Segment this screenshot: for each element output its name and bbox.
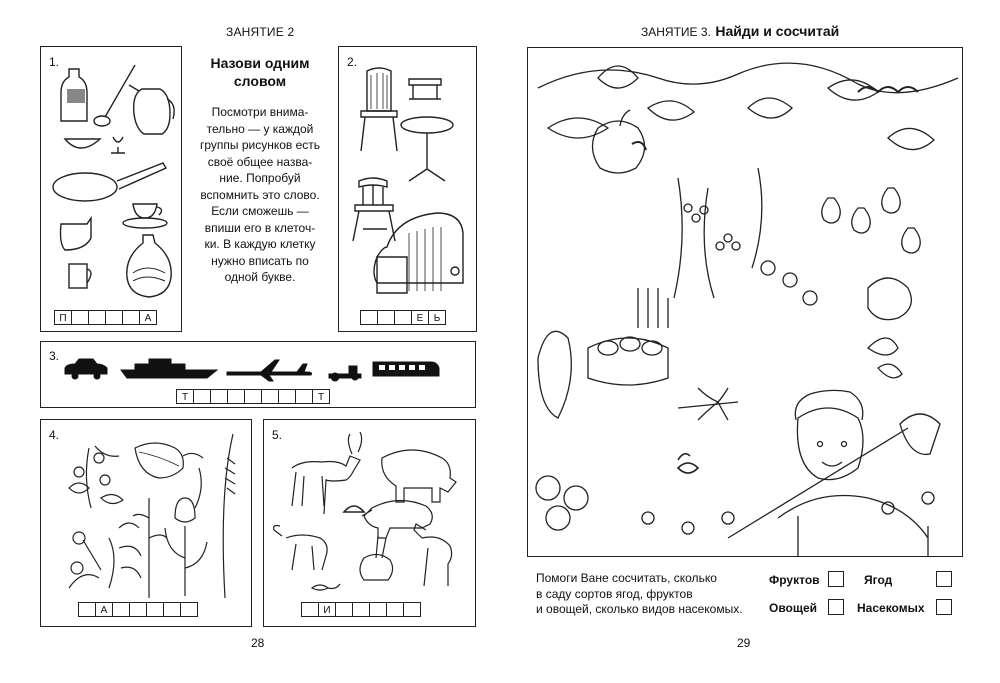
exercise-title	[190, 54, 330, 90]
task-5-box	[263, 419, 476, 627]
answer-cell[interactable]	[163, 602, 181, 617]
counter-box-insects[interactable]	[936, 599, 952, 615]
instruction-line: группы рисунков есть	[199, 138, 321, 152]
answer-cell[interactable]	[352, 602, 370, 617]
instruction-line: своё общее назва-	[207, 154, 313, 169]
counter-label-fruits: Фруктов	[769, 573, 820, 587]
task-5-number: 5.	[272, 428, 283, 442]
answer-cell[interactable]	[301, 602, 319, 617]
answer-cell[interactable]: Т	[312, 389, 330, 404]
instruction-line: ние. Попробуй	[219, 171, 301, 185]
answer-cell[interactable]	[227, 389, 245, 404]
answer-cell[interactable]	[244, 389, 262, 404]
lesson-label-left: ЗАНЯТИЕ 2	[226, 25, 295, 39]
lesson-title-right: Найди и сосчитай	[715, 23, 840, 39]
answer-cell[interactable]	[261, 389, 279, 404]
answer-cell[interactable]	[335, 602, 353, 617]
answer-cell[interactable]	[105, 310, 123, 325]
task-3-number: 3.	[49, 349, 60, 363]
dishes-illustration	[47, 59, 177, 299]
animals-illustration	[272, 428, 468, 598]
answer-cell[interactable]: А	[95, 602, 113, 617]
answer-cell[interactable]	[377, 310, 395, 325]
answer-cell[interactable]	[210, 389, 228, 404]
answer-cell[interactable]	[129, 602, 147, 617]
lesson-header-right	[641, 23, 839, 41]
answer-cell[interactable]: Т	[176, 389, 194, 404]
answer-cells-2	[361, 310, 446, 325]
instruction-line: Если сможешь —	[211, 204, 309, 218]
instruction-line: тельно — у каждой	[206, 121, 314, 136]
counter-label-vegetables: Овощей	[769, 601, 818, 615]
answer-cells-5	[302, 602, 421, 617]
answer-cell[interactable]: И	[318, 602, 336, 617]
counter-label-berries: Ягод	[864, 573, 893, 587]
answer-cell[interactable]	[112, 602, 130, 617]
answer-cell[interactable]	[386, 602, 404, 617]
page-number-right: 29	[737, 636, 751, 650]
task-2-number: 2.	[347, 55, 358, 69]
answer-cell[interactable]	[78, 602, 96, 617]
instruction-line: вспомнить это слово.	[200, 187, 320, 202]
help-line: в саду сортов ягод, фруктов	[536, 586, 693, 601]
instruction-line: впиши его в клеточ-	[204, 220, 316, 235]
answer-cell[interactable]	[193, 389, 211, 404]
garden-scene-illustration	[527, 47, 963, 557]
answer-cell[interactable]	[88, 310, 106, 325]
furniture-illustration	[347, 61, 471, 301]
answer-cell[interactable]: Ь	[428, 310, 446, 325]
answer-cell[interactable]: А	[139, 310, 157, 325]
page-number-left: 28	[251, 636, 265, 650]
instruction-line: нужно вписать по	[211, 253, 309, 268]
lesson-label-right: ЗАНЯТИЕ 3.	[641, 25, 711, 39]
title-line: словом	[233, 73, 287, 89]
task-1-number: 1.	[49, 55, 60, 69]
answer-cell[interactable]	[394, 310, 412, 325]
counter-box-vegetables[interactable]	[828, 599, 844, 615]
task-3-box	[40, 341, 476, 408]
counter-box-berries[interactable]	[936, 571, 952, 587]
instruction-text	[188, 104, 332, 286]
plants-illustration	[49, 428, 245, 598]
answer-cell[interactable]	[71, 310, 89, 325]
answer-cells-3	[177, 389, 330, 404]
answer-cell[interactable]	[122, 310, 140, 325]
answer-cell[interactable]	[403, 602, 421, 617]
instruction-line: ки. В каждую клетку	[204, 237, 316, 251]
answer-cell[interactable]	[360, 310, 378, 325]
answer-cell[interactable]	[180, 602, 198, 617]
answer-cell[interactable]	[146, 602, 164, 617]
answer-cell[interactable]	[369, 602, 387, 617]
task-1-box	[40, 46, 182, 332]
answer-cell[interactable]	[295, 389, 313, 404]
task-4-box	[40, 419, 252, 627]
answer-cell[interactable]: П	[54, 310, 72, 325]
answer-cells-4	[79, 602, 198, 617]
counter-box-fruits[interactable]	[828, 571, 844, 587]
help-text	[536, 571, 766, 618]
help-line: Помоги Ване сосчитать, сколько	[536, 571, 717, 585]
task-2-box	[338, 46, 477, 332]
task-4-number: 4.	[49, 428, 60, 442]
instruction-line: Посмотри внима-	[211, 105, 309, 119]
help-line: и овощей, сколько видов насекомых.	[536, 602, 743, 616]
transport-illustration	[61, 356, 461, 382]
answer-cell[interactable]: Е	[411, 310, 429, 325]
title-line: Назови одним	[210, 55, 310, 71]
instruction-line: одной букве.	[224, 270, 296, 284]
garden-drawing	[528, 48, 962, 556]
answer-cell[interactable]	[278, 389, 296, 404]
counter-label-insects: Насекомых	[857, 601, 925, 615]
answer-cells-1	[55, 310, 157, 325]
